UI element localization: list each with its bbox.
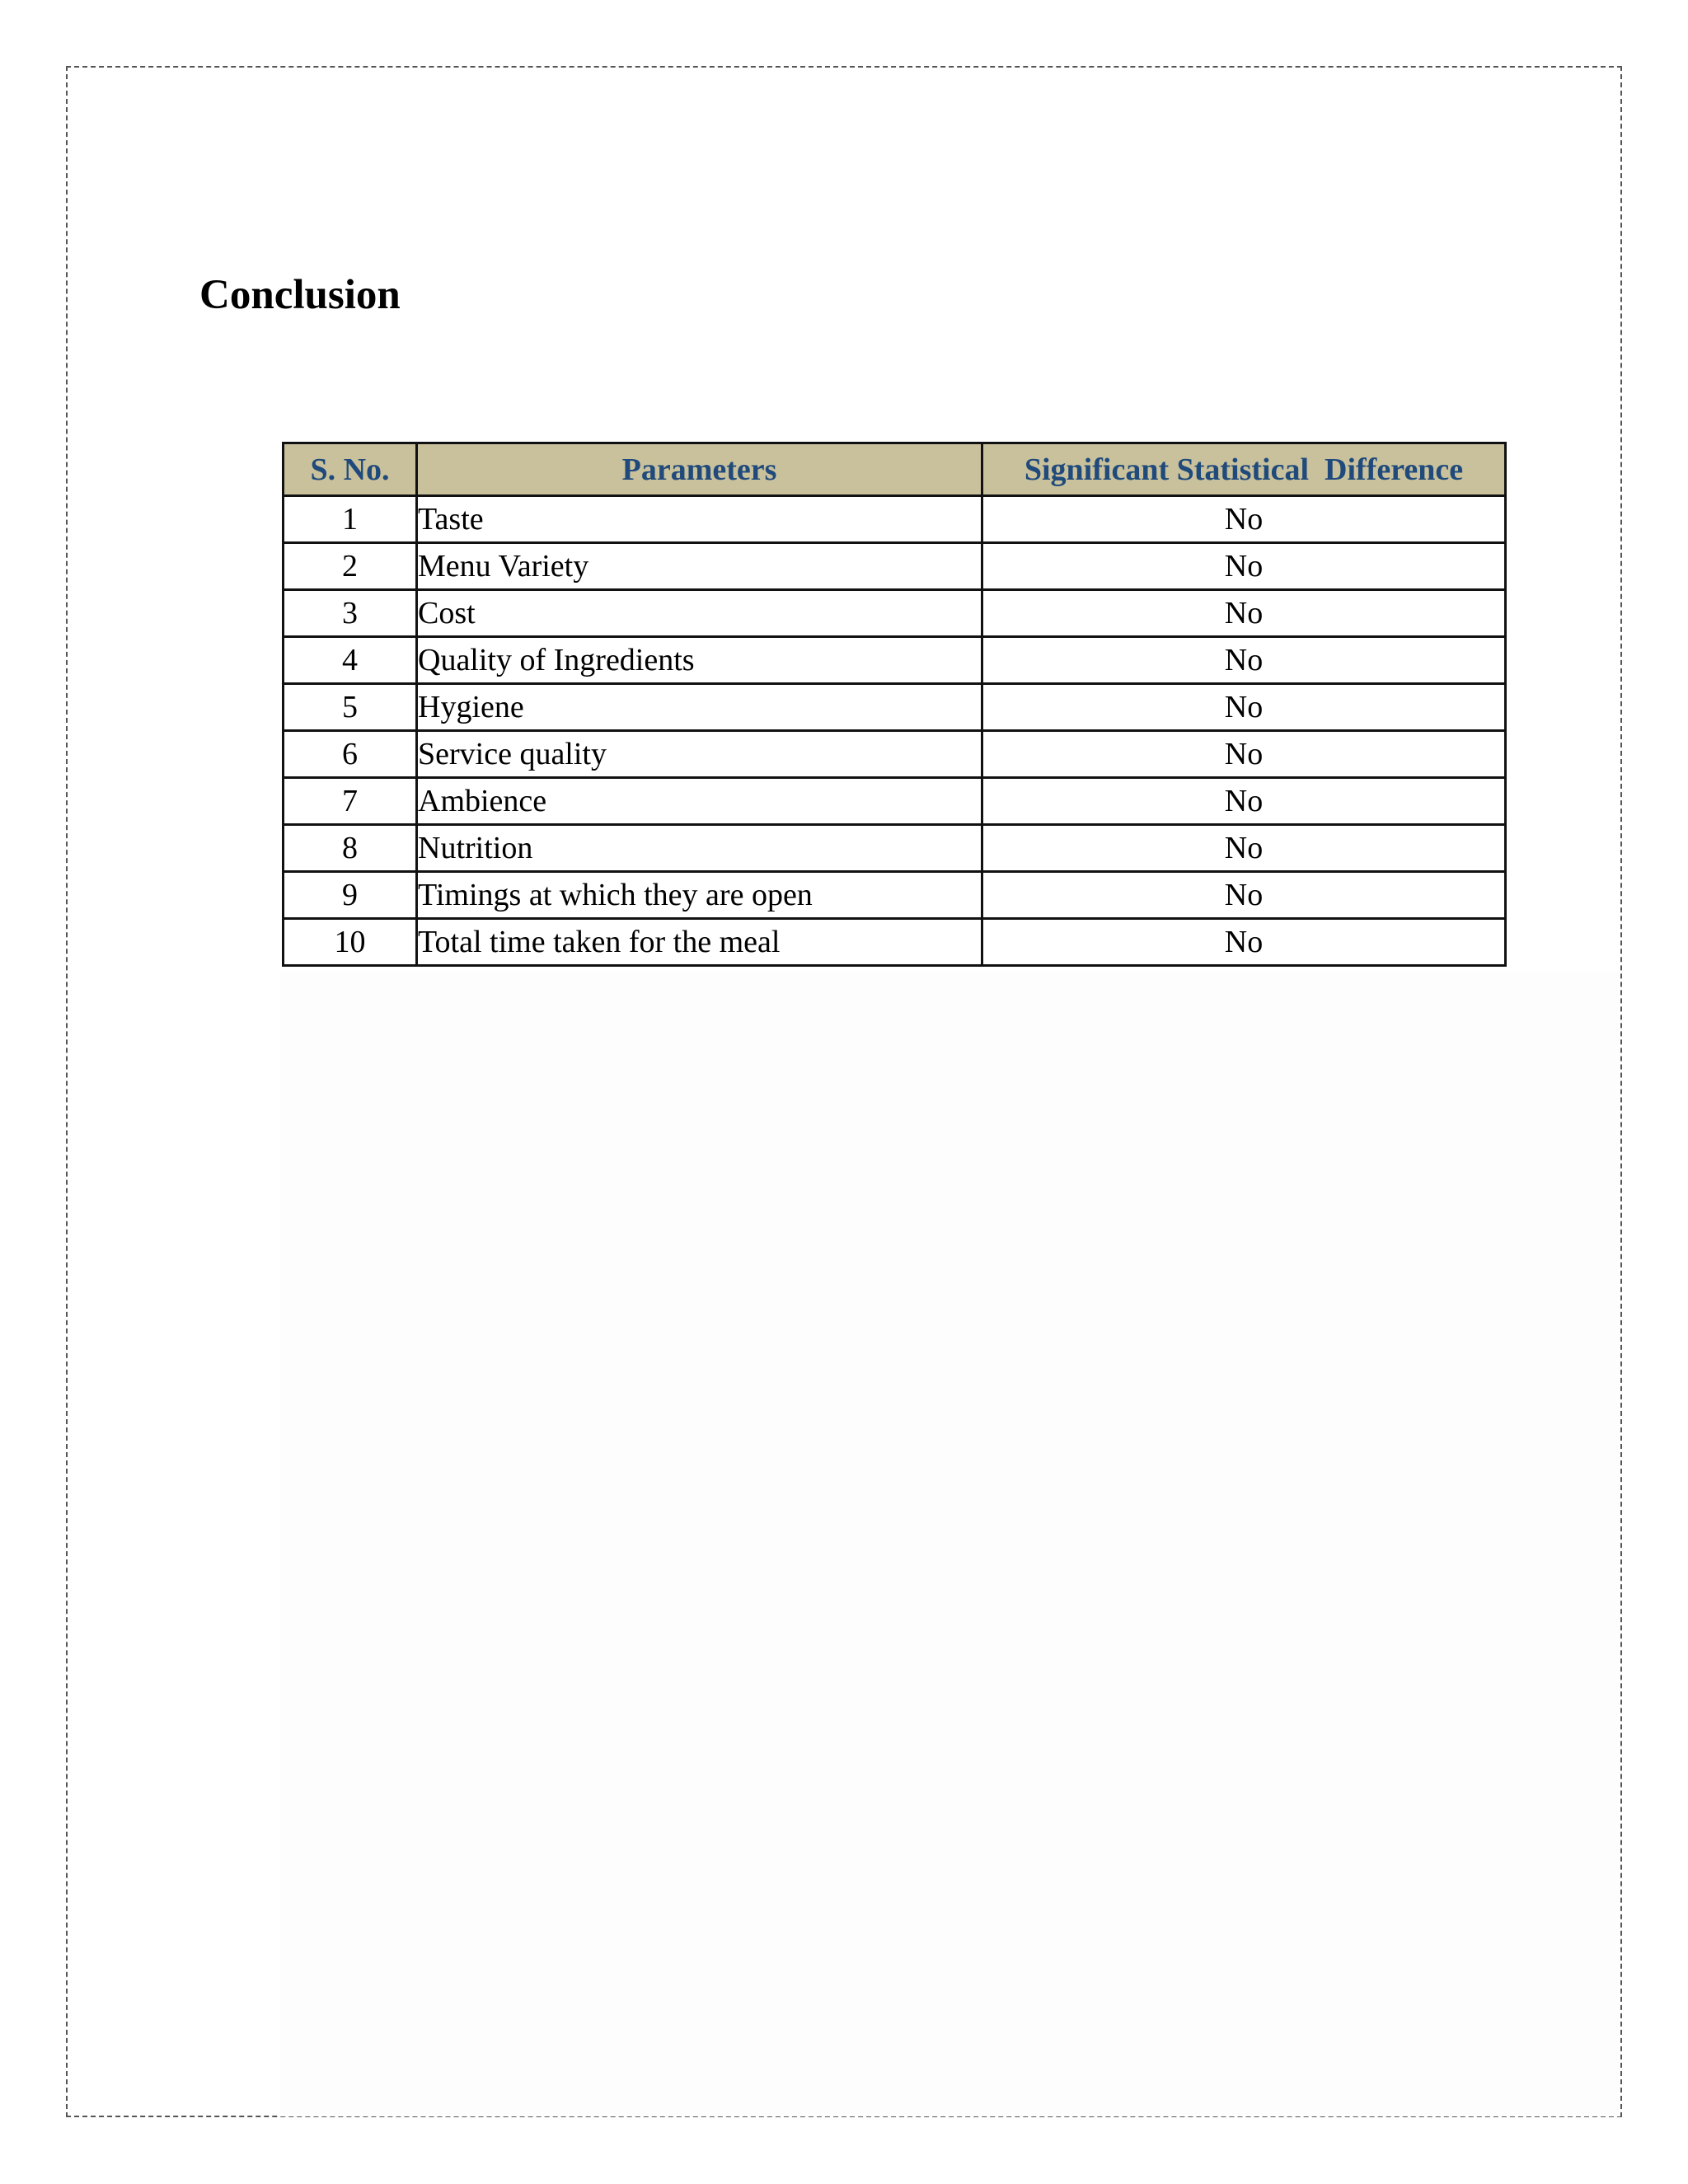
row-result: No (982, 825, 1506, 872)
row-result: No (982, 731, 1506, 778)
table-row (284, 778, 1506, 825)
table-row (284, 825, 1506, 872)
row-parameter: Service quality (417, 731, 982, 778)
table-row (284, 543, 1506, 590)
row-parameter: Ambience (417, 778, 982, 825)
conclusion-table (282, 442, 1507, 967)
row-result: No (982, 684, 1506, 731)
table-row (284, 684, 1506, 731)
row-parameter: Nutrition (417, 825, 982, 872)
row-result: No (982, 919, 1506, 966)
row-result: No (982, 778, 1506, 825)
row-sno: 8 (284, 825, 417, 872)
row-sno: 7 (284, 778, 417, 825)
row-sno: 5 (284, 684, 417, 731)
header-significant-difference: Significant Statistical Difference (982, 443, 1506, 496)
content-shade (280, 972, 1620, 2116)
row-sno: 10 (284, 919, 417, 966)
table-header-row (284, 443, 1506, 496)
table-row (284, 872, 1506, 919)
row-parameter: Menu Variety (417, 543, 982, 590)
row-sno: 2 (284, 543, 417, 590)
row-sno: 4 (284, 637, 417, 684)
section-heading: Conclusion (199, 272, 401, 318)
row-sno: 9 (284, 872, 417, 919)
row-parameter: Taste (417, 496, 982, 543)
table-row (284, 919, 1506, 966)
table-row (284, 637, 1506, 684)
row-parameter: Hygiene (417, 684, 982, 731)
row-result: No (982, 637, 1506, 684)
row-sno: 3 (284, 590, 417, 637)
header-parameters: Parameters (417, 443, 982, 496)
row-result: No (982, 590, 1506, 637)
row-sno: 1 (284, 496, 417, 543)
row-result: No (982, 543, 1506, 590)
table-row (284, 590, 1506, 637)
row-result: No (982, 496, 1506, 543)
row-parameter: Quality of Ingredients (417, 637, 982, 684)
row-parameter: Cost (417, 590, 982, 637)
row-result: No (982, 872, 1506, 919)
header-sno: S. No. (284, 443, 417, 496)
row-sno: 6 (284, 731, 417, 778)
table-row (284, 731, 1506, 778)
row-parameter: Timings at which they are open (417, 872, 982, 919)
row-parameter: Total time taken for the meal (417, 919, 982, 966)
table-row (284, 496, 1506, 543)
